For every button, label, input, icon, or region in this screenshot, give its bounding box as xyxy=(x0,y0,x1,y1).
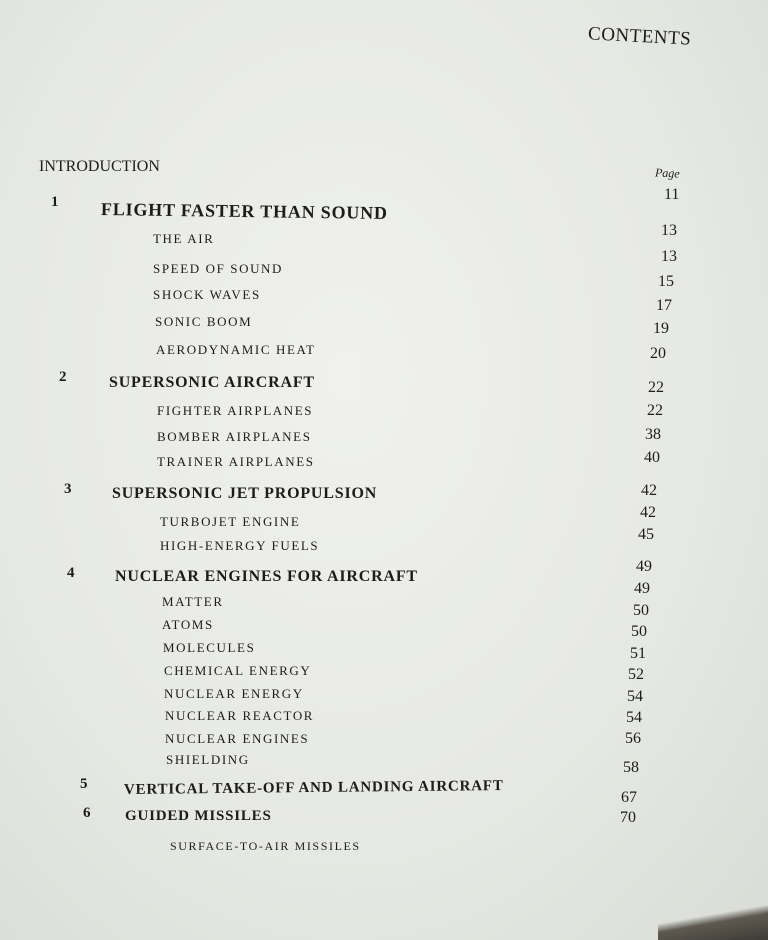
section-title: NUCLEAR ENGINES xyxy=(165,731,310,746)
page-column-label: Page xyxy=(654,165,681,181)
chapter-page-number: 13 xyxy=(661,222,677,239)
section-page-number: 56 xyxy=(625,730,641,747)
chapter-number: 5 xyxy=(80,776,88,792)
section-title: SHOCK WAVES xyxy=(153,287,261,302)
section-title: FIGHTER AIRPLANES xyxy=(157,403,314,418)
chapter-number: 4 xyxy=(67,565,75,581)
section-page-number: 51 xyxy=(630,645,646,662)
section-title: TRAINER AIRPLANES xyxy=(157,454,315,469)
chapter-number: 2 xyxy=(59,369,67,385)
section-page-number: 49 xyxy=(634,580,650,597)
section-page-number: 22 xyxy=(647,402,663,419)
section-title: NUCLEAR REACTOR xyxy=(165,708,315,723)
contents-heading: CONTENTS xyxy=(587,23,692,50)
section-title: SHIELDING xyxy=(166,752,250,767)
chapter-title: VERTICAL TAKE-OFF AND LANDING AIRCRAFT xyxy=(123,778,504,798)
section-title: THE AIR xyxy=(153,231,215,246)
section-page-number: 19 xyxy=(653,320,669,337)
section-title: BOMBER AIRPLANES xyxy=(157,429,312,444)
page-edge-shadow xyxy=(658,900,768,940)
section-title: SONIC BOOM xyxy=(155,314,253,329)
chapter-title: SUPERSONIC JET PROPULSION xyxy=(112,485,378,502)
chapter-title: GUIDED MISSILES xyxy=(125,808,272,824)
chapter-title: FLIGHT FASTER THAN SOUND xyxy=(100,198,388,224)
section-page-number: 54 xyxy=(626,709,642,726)
section-page-number: 40 xyxy=(644,449,660,466)
section-page-number: 54 xyxy=(627,688,643,705)
chapter-title: NUCLEAR ENGINES FOR AIRCRAFT xyxy=(115,568,418,585)
chapter-number: 3 xyxy=(64,481,72,497)
section-title: MOLECULES xyxy=(163,640,256,655)
section-page-number: 50 xyxy=(631,623,647,640)
section-title: ATOMS xyxy=(162,617,214,632)
section-title: MATTER xyxy=(162,594,224,609)
section-page-number: 38 xyxy=(645,426,661,443)
section-title: SPEED OF SOUND xyxy=(153,261,284,276)
chapter-number: 6 xyxy=(83,805,91,821)
section-page-number: 70 xyxy=(620,809,636,826)
chapter-number: 1 xyxy=(51,194,59,210)
section-page-number: 15 xyxy=(658,273,674,290)
section-page-number: 13 xyxy=(661,248,677,265)
section-title: CHEMICAL ENERGY xyxy=(164,663,312,678)
section-title: AERODYNAMIC HEAT xyxy=(156,342,316,357)
section-page-number: 42 xyxy=(640,504,656,521)
section-page-number: 45 xyxy=(638,526,654,543)
section-title: HIGH-ENERGY FUELS xyxy=(160,538,320,553)
introduction-entry: INTRODUCTION xyxy=(39,158,160,175)
chapter-page-number: 49 xyxy=(636,558,652,575)
section-page-number: 52 xyxy=(628,666,644,683)
chapter-page-number: 58 xyxy=(623,759,639,776)
chapter-page-number: 67 xyxy=(621,789,637,806)
chapter-title: SUPERSONIC AIRCRAFT xyxy=(109,374,315,391)
introduction-page-number: 11 xyxy=(664,186,680,203)
section-page-number: 50 xyxy=(633,602,649,619)
section-page-number: 20 xyxy=(650,345,666,362)
section-page-number: 17 xyxy=(656,297,672,314)
section-title: TURBOJET ENGINE xyxy=(160,514,301,529)
section-title: NUCLEAR ENERGY xyxy=(164,686,304,701)
chapter-page-number: 22 xyxy=(648,379,664,396)
chapter-page-number: 42 xyxy=(641,482,657,499)
section-title: SURFACE-TO-AIR MISSILES xyxy=(170,839,361,853)
